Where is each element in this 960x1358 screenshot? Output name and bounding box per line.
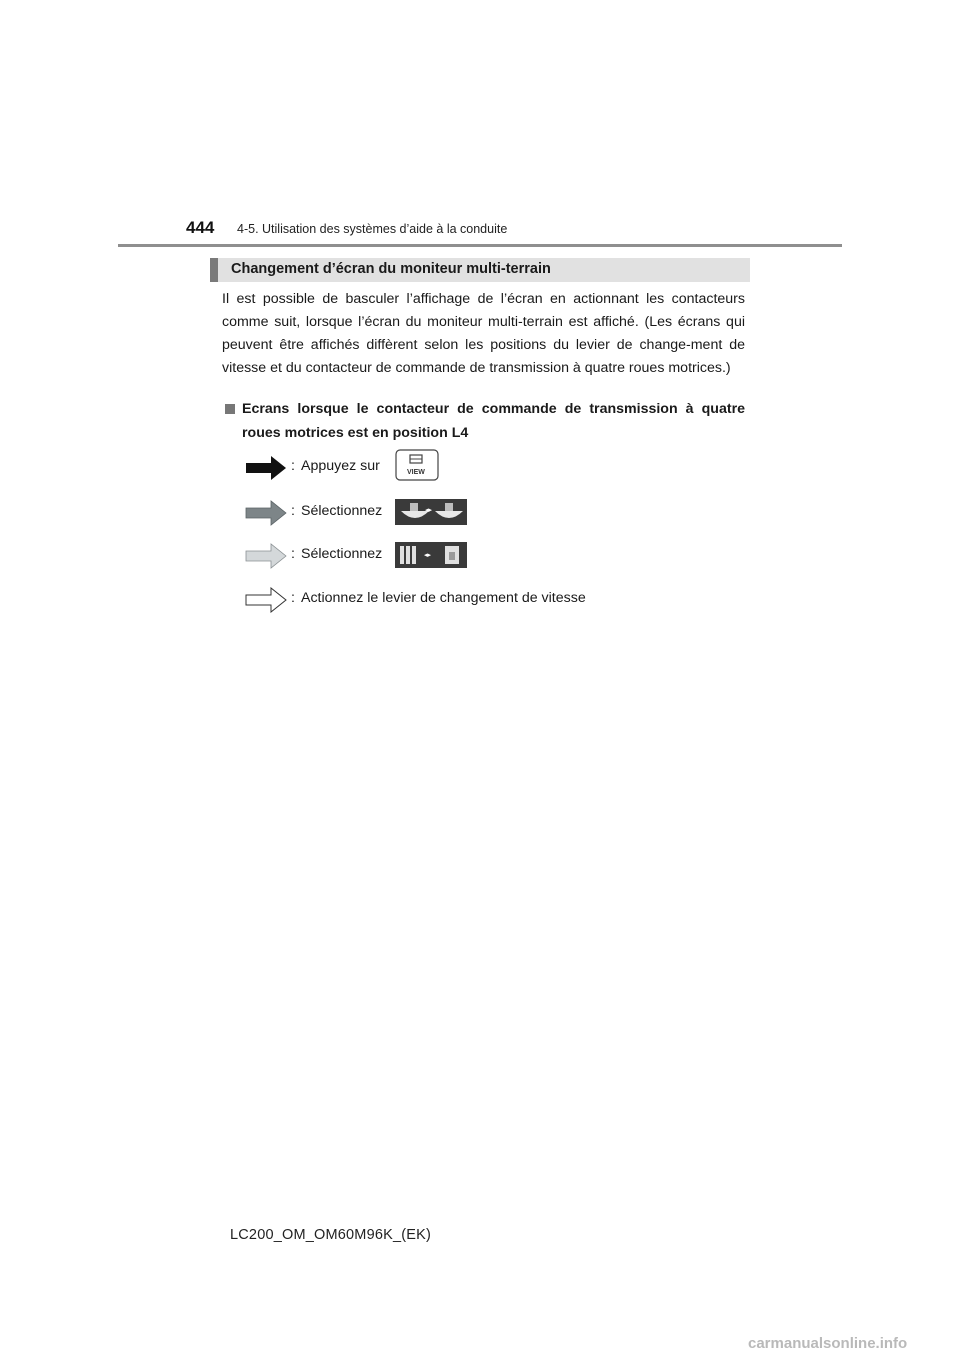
legend-colon: :: [291, 590, 295, 606]
legend-colon: :: [291, 503, 295, 519]
view-button-label: VIEW: [407, 469, 425, 476]
footer-document-code: LC200_OM_OM60M96K_(EK): [230, 1227, 432, 1243]
light-gray-arrow-icon: [245, 543, 287, 569]
section-header: 4-5. Utilisation des systèmes d’aide à la conduite: [237, 222, 508, 236]
view-button-icon: [395, 449, 439, 481]
bullet-heading: Ecrans lorsque le contacteur de commande de transmission à quatre roues motrices est en position L4: [242, 401, 745, 441]
legend-row-select-front: [245, 498, 745, 528]
svg-text:◂▸: ◂▸: [425, 506, 433, 514]
solid-gray-arrow-icon: [245, 500, 287, 526]
front-side-camera-mode-icon: [395, 499, 467, 525]
outline-arrow-icon: [245, 587, 287, 613]
watermark: carmanualsonline.info: [748, 1335, 908, 1352]
legend-text: Sélectionnez: [301, 546, 383, 562]
legend-text: Actionnez le levier de changement de vitesse: [301, 590, 586, 606]
subsection-bar: [210, 258, 750, 282]
solid-black-arrow-icon: [245, 455, 287, 481]
subsection-title: Changement d’écran du moniteur multi-terrain: [231, 261, 551, 277]
bullet-square-icon: [225, 404, 235, 414]
page-number: 444: [186, 218, 215, 237]
header-rule: [118, 244, 842, 247]
legend-colon: :: [291, 546, 295, 562]
legend-row-press: [245, 453, 745, 483]
underfloor-side-camera-mode-icon: [395, 542, 467, 568]
legend-text: Appuyez sur: [301, 458, 380, 474]
legend-text: Sélectionnez: [301, 503, 383, 519]
intro-paragraph: Il est possible de basculer l’affichage de l’écran en actionnant les contacteurs comme suit, lorsque l’écran du moniteur multi-terrain est affiché. (Les écrans qui peuvent être affichés diffèrent selon les positions du levier de change-ment de vitesse et du contacteur de commande de transmission à quatre roues motrices.): [222, 291, 745, 376]
legend-row-select-underfloor: [245, 541, 745, 571]
legend-colon: :: [291, 458, 295, 474]
legend-row-shift-lever: [245, 585, 745, 615]
svg-text:◂▸: ◂▸: [424, 551, 432, 559]
